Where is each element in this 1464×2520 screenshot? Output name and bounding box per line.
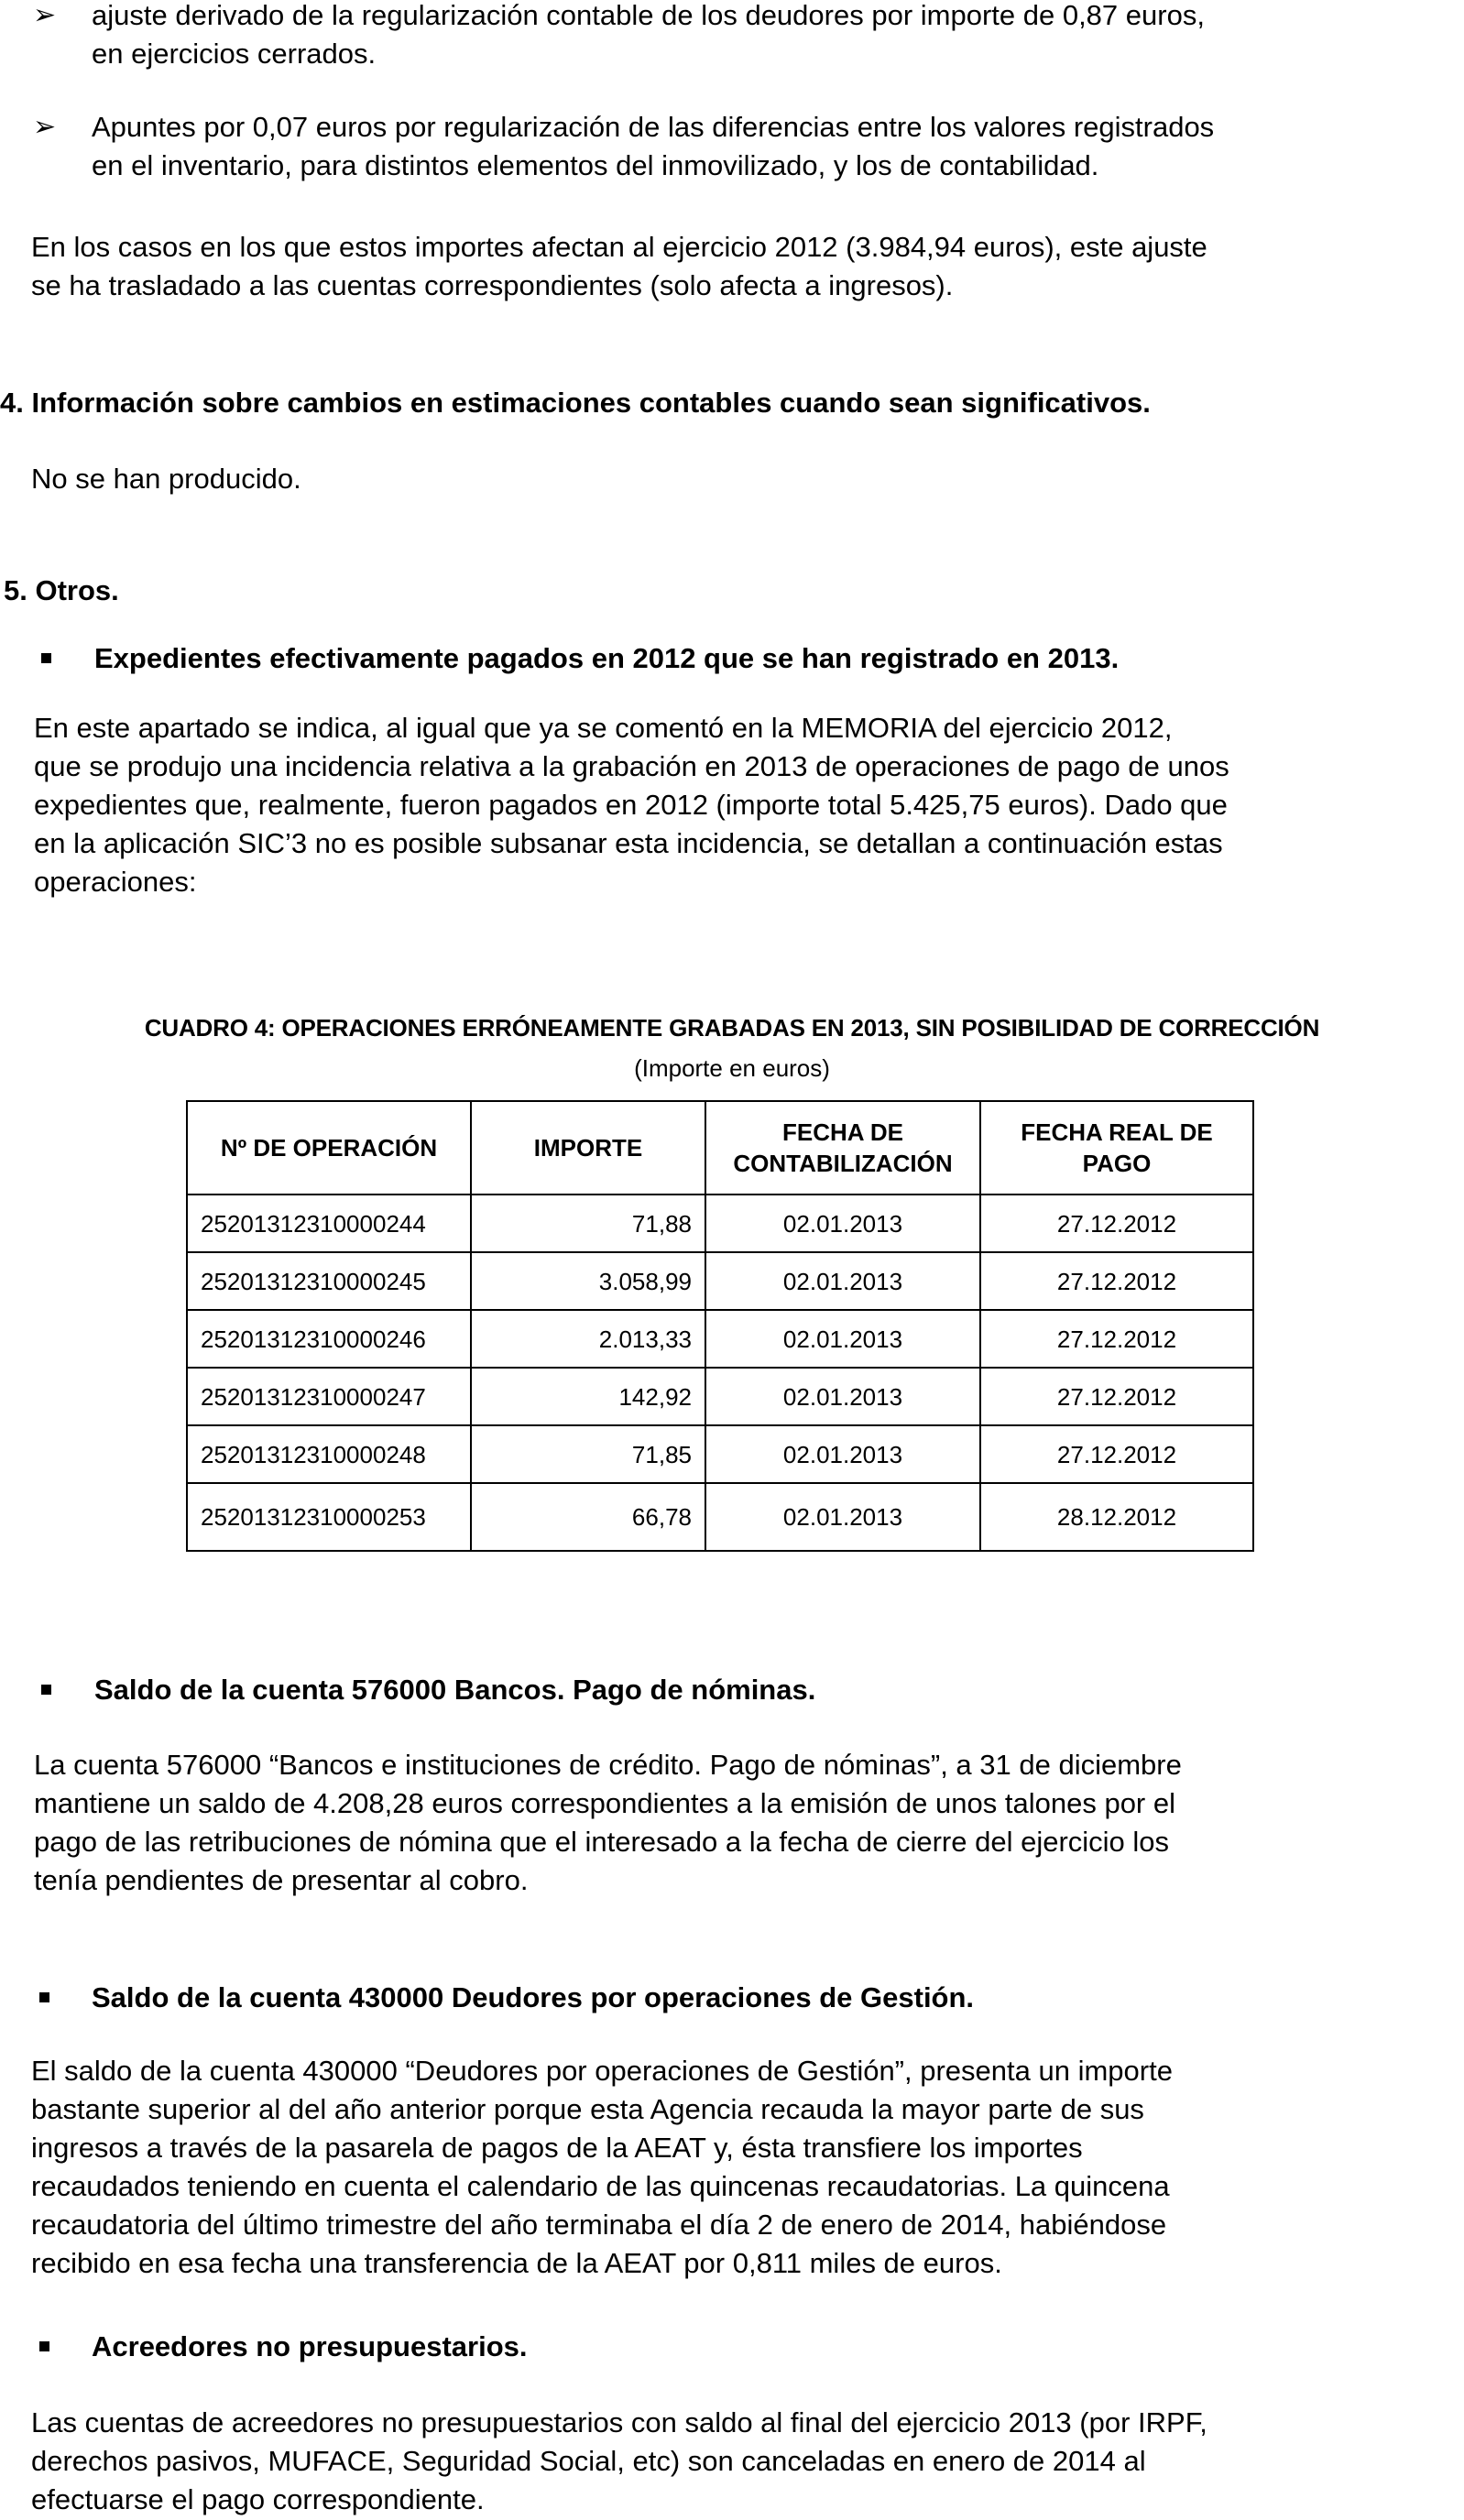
subsection-expedientes-heading: Expedientes efectivamente pagados en 2012 que se han registrado en 2013. [94,642,1120,674]
paragraph-expedientes: En este apartado se indica, al igual que ya se comentó en la MEMORIA del ejercicio 2012, que se produjo una incidencia relativa a la grabación en 2013 de operaciones de pago de unos expedientes que, realmente, fueron pagados en 2012 (importe total 5.425,75 euros). Dado que en la aplicación SIC’3 no es posible subsanar esta incidencia, se detallan a continuación estas operaciones: [34,712,1229,898]
paragraph-bancos: La cuenta 576000 “Bancos e instituciones de crédito. Pago de nóminas”, a 31 de diciembre mantiene un saldo de 4.208,28 euros correspondientes a la emisión de unos talones por el pago de las retribuciones de nómina que el interesado a la fecha de cierre del ejercicio los tenía pendientes de presentar al cobro. [34,1749,1182,1896]
operations-table [186,1100,1254,1552]
cell-fecha-real-pago: 27.12.2012 [980,1195,1253,1252]
subsection-deudores-heading: Saldo de la cuenta 430000 Deudores por operaciones de Gestión. [92,1981,975,2013]
cell-importe: 71,85 [471,1425,705,1483]
arrow-bullet-icon: ➢ [33,0,57,30]
cell-numero-operacion: 25201312310000245 [187,1252,471,1310]
header-importe: IMPORTE [471,1101,705,1195]
cell-numero-operacion: 25201312310000253 [187,1483,471,1551]
cell-numero-operacion: 25201312310000246 [187,1310,471,1368]
table-row [187,1310,1253,1368]
subsection-acreedores-heading: Acreedores no presupuestarios. [92,2330,528,2362]
cell-fecha-real-pago: 27.12.2012 [980,1368,1253,1425]
cell-importe: 142,92 [471,1368,705,1425]
cell-fecha-real-pago: 28.12.2012 [980,1483,1253,1551]
cell-importe: 66,78 [471,1483,705,1551]
section-4-heading: 4. Información sobre cambios en estimaciones contables cuando sean significativos. [0,387,1151,419]
cell-fecha-contabilizacion: 02.01.2013 [705,1252,980,1310]
cell-fecha-real-pago: 27.12.2012 [980,1425,1253,1483]
table-row [187,1252,1253,1310]
square-bullet-icon [39,1992,49,2002]
paragraph-acreedores: Las cuentas de acreedores no presupuestarios con saldo al final del ejercicio 2013 (por IRPF, derechos pasivos, MUFACE, Seguridad Social, etc) son canceladas en enero de 2014 al efectuarse el pago correspondiente. [31,2406,1207,2515]
section-5-heading: 5. Otros. [4,574,119,606]
cell-numero-operacion: 25201312310000247 [187,1368,471,1425]
table-row [187,1483,1253,1551]
cell-fecha-real-pago: 27.12.2012 [980,1252,1253,1310]
paragraph-deudores: El saldo de la cuenta 430000 “Deudores por operaciones de Gestión”, presenta un importe bastante superior al del año anterior porque esta Agencia recauda la mayor parte de sus ingresos a través de la pasarela de pagos de la AEAT y, ésta transfiere los importes recaudados teniendo en cuenta el calendario de las quincenas recaudatorias. La quincena recaudatoria del último trimestre del año terminaba el día 2 de enero de 2014, habiéndose recibido en esa fecha una transferencia de la AEAT por 0,811 miles de euros. [31,2055,1173,2279]
table-caption: CUADRO 4: OPERACIONES ERRÓNEAMENTE GRABADAS EN 2013, SIN POSIBILIDAD DE CORRECCIÓN [144,1014,1320,1042]
paragraph-ajuste-2012: En los casos en los que estos importes afectan al ejercicio 2012 (3.984,94 euros), este ajuste se ha trasladado a las cuentas correspondientes (solo afecta a ingresos). [31,231,1207,301]
square-bullet-icon [39,2341,49,2351]
header-numero-operacion: Nº DE OPERACIÓN [187,1101,471,1195]
cell-numero-operacion: 25201312310000248 [187,1425,471,1483]
table-row [187,1195,1253,1252]
header-fecha-real-pago: FECHA REAL DE PAGO [980,1101,1253,1195]
cell-fecha-real-pago: 27.12.2012 [980,1310,1253,1368]
cell-importe: 2.013,33 [471,1310,705,1368]
bullet-item-apuntes-inventario: Apuntes por 0,07 euros por regularización de las diferencias entre los valores registrados en el inventario, para distintos elementos del inmovilizado, y los de contabilidad. [92,111,1215,181]
cell-importe: 3.058,99 [471,1252,705,1310]
cell-fecha-contabilizacion: 02.01.2013 [705,1195,980,1252]
cell-fecha-contabilizacion: 02.01.2013 [705,1483,980,1551]
cell-numero-operacion: 25201312310000244 [187,1195,471,1252]
table-subcaption: (Importe en euros) [634,1054,830,1082]
subsection-bancos-heading: Saldo de la cuenta 576000 Bancos. Pago de nóminas. [94,1674,816,1706]
square-bullet-icon [41,653,51,663]
cell-fecha-contabilizacion: 02.01.2013 [705,1310,980,1368]
cell-fecha-contabilizacion: 02.01.2013 [705,1425,980,1483]
table-row [187,1425,1253,1483]
cell-importe: 71,88 [471,1195,705,1252]
table-row [187,1368,1253,1425]
section-4-text: No se han producido. [31,463,301,495]
square-bullet-icon [41,1685,51,1695]
arrow-bullet-icon: ➢ [33,112,57,142]
bullet-item-regularizacion-deudores: ajuste derivado de la regularización contable de los deudores por importe de 0,87 euros, en ejercicios cerrados. [92,0,1205,70]
header-fecha-contabilizacion: FECHA DE CONTABILIZACIÓN [705,1101,980,1195]
table-header-row [187,1101,1253,1195]
cell-fecha-contabilizacion: 02.01.2013 [705,1368,980,1425]
